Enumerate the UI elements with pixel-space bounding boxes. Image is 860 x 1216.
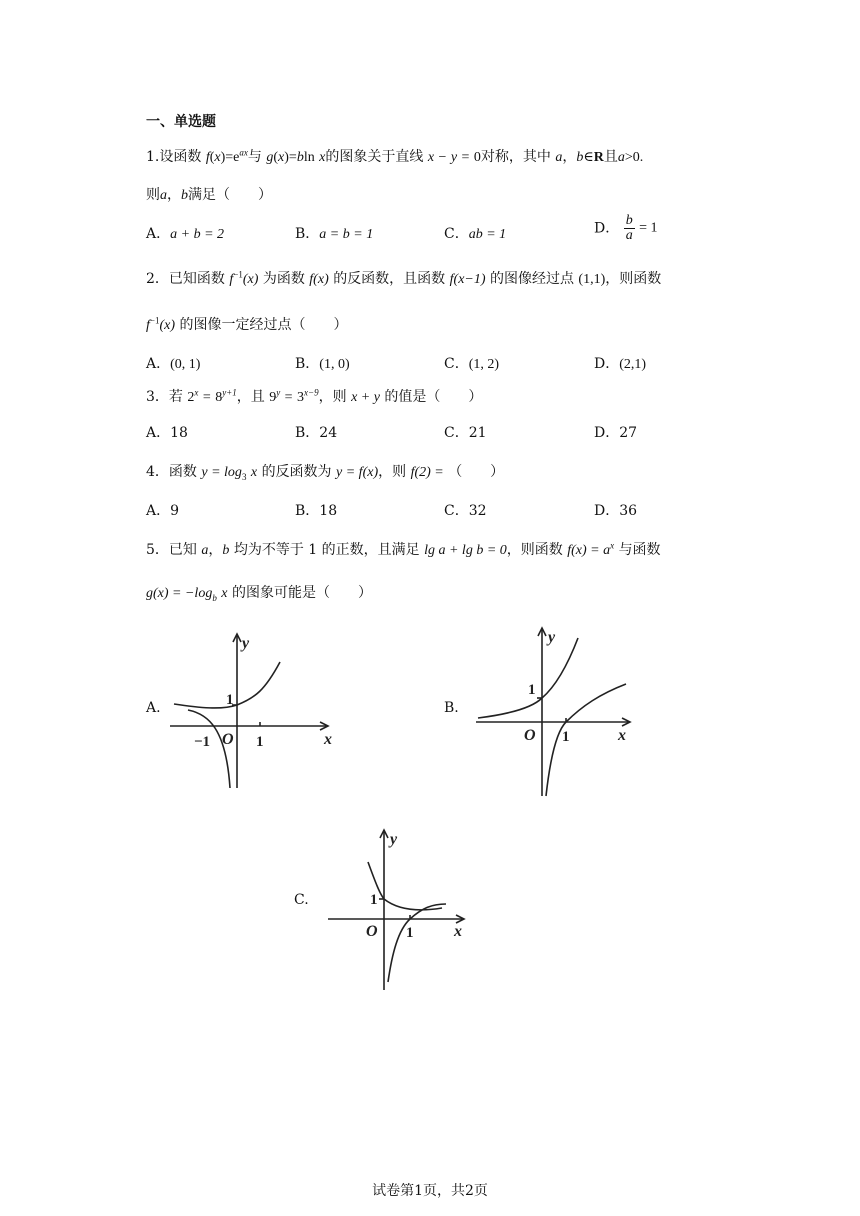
- graph-b-curve-exp: [478, 638, 578, 718]
- graph-c-origin: O: [366, 923, 378, 940]
- graph-c-curve-exp: [368, 862, 442, 910]
- q2-option-c[interactable]: C．(1, 2): [444, 356, 500, 372]
- graph-c-y-label: y: [390, 831, 398, 848]
- graph-c-tick-x1: 1: [406, 925, 414, 941]
- graph-c-curve-log: [388, 904, 446, 982]
- q2-option-d[interactable]: D．(2,1): [594, 356, 647, 372]
- graph-b-tick-x1: 1: [562, 729, 570, 745]
- q3-option-a[interactable]: A．18: [146, 425, 188, 441]
- question-3-stem: 3．若 $2^x = 8^{y+1}$，且 $9^y = 3^{x-9}$，则 x + y 的值是（ ）: [146, 387, 483, 405]
- graph-b-label[interactable]: B.: [444, 700, 459, 716]
- q2-option-b[interactable]: B．(1, 0): [295, 356, 350, 372]
- q1-option-b[interactable]: B．a = b = 1: [295, 226, 374, 242]
- question-5-stem: 5．已知 a，b 均为不等于 1 的正数，且满足 lg a + lg b = 0，则函数 $f(x) = a^x$ 与函数: [146, 540, 661, 558]
- graph-a-origin: O: [222, 731, 234, 748]
- q1-option-a[interactable]: A．a + b = 2: [146, 226, 225, 242]
- q3-option-d[interactable]: D．27: [594, 425, 638, 441]
- graph-a-y-label: y: [242, 635, 250, 652]
- graph-a[interactable]: [160, 628, 340, 793]
- q4-option-b[interactable]: B．18: [295, 503, 338, 519]
- graph-c[interactable]: [322, 824, 472, 994]
- question-1-stem: 1.设函数 $f(x)=e^{ax}$与 g(x)=bln x的图象关于直线 x − y = 0对称，其中 a，b∈R且a>0.: [146, 147, 644, 165]
- graph-a-tick-xneg1: −1: [194, 734, 211, 750]
- q4-option-d[interactable]: D．36: [594, 503, 638, 519]
- q3-option-b[interactable]: B．24: [295, 425, 338, 441]
- q4-option-a[interactable]: A．9: [146, 503, 180, 519]
- q2-option-a[interactable]: A．(0, 1): [146, 356, 201, 372]
- question-5-stem-cont: $g(x) = -\log_b$ x 的图象可能是（ ）: [146, 585, 372, 603]
- question-1-stem-cont: 则a，b满足（ ）: [146, 187, 272, 203]
- q1-option-d[interactable]: D． $\frac{b}{a}$ = 1: [594, 213, 658, 243]
- page-footer: 试卷第1页，共2页: [372, 1183, 488, 1199]
- q3-option-c[interactable]: C．21: [444, 425, 487, 441]
- graph-c-label[interactable]: C.: [294, 892, 309, 908]
- graph-a-tick-x1: 1: [256, 734, 264, 750]
- graph-b-x-label: x: [618, 727, 626, 744]
- graph-a-x-label: x: [324, 731, 332, 748]
- graph-b-y-label: y: [548, 629, 556, 646]
- graph-a-label[interactable]: A.: [146, 700, 161, 716]
- graph-b-tick-y1: 1: [528, 682, 536, 698]
- graph-b-origin: O: [524, 727, 536, 744]
- question-4-stem: 4．函数 $y = \log_3 x$ 的反函数为 y = f(x)，则 f(2) = （ ）: [146, 464, 505, 482]
- graph-b-curve-log: [546, 684, 626, 796]
- graph-b[interactable]: [470, 620, 640, 800]
- graph-c-tick-y1: 1: [370, 892, 378, 908]
- question-2-stem: 2．已知函数 $f^{-1}(x)$ 为函数 f(x) 的反函数，且函数 f(x−1) 的图像经过点 (1,1)，则函数: [146, 269, 662, 287]
- q1-option-c[interactable]: C．ab = 1: [444, 226, 507, 242]
- graph-a-tick-y1: 1: [226, 692, 234, 708]
- q4-option-c[interactable]: C．32: [444, 503, 487, 519]
- section-title: 一、单选题: [146, 114, 216, 130]
- question-2-stem-cont: $f^{-1}(x)$ 的图像一定经过点（ ）: [146, 315, 348, 333]
- graph-c-x-label: x: [454, 923, 462, 940]
- fraction-b-over-a: $\frac{b}{a}$: [625, 213, 633, 243]
